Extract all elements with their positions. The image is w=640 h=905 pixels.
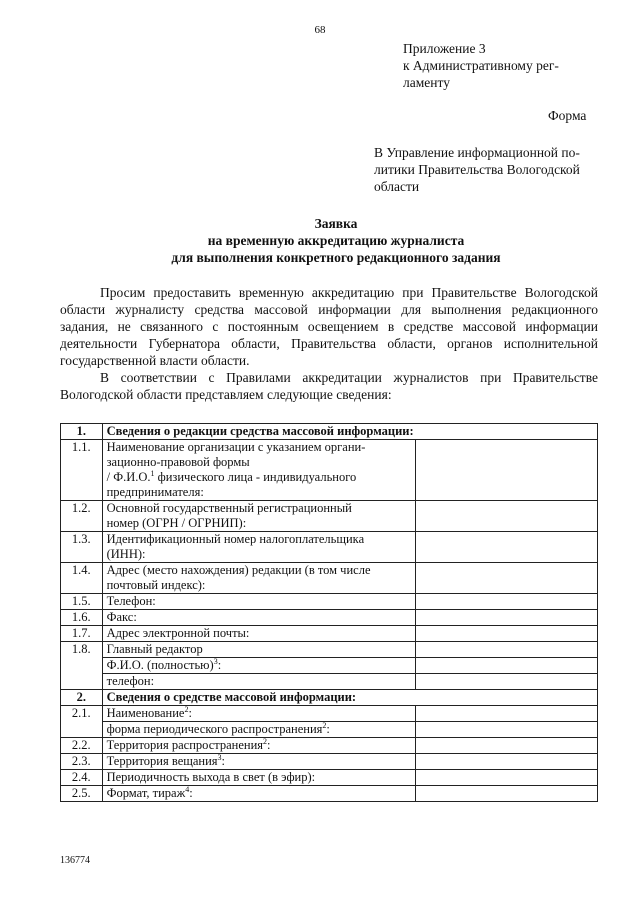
- row-label: [102, 738, 416, 754]
- appendix-line: к Административному рег-: [403, 58, 559, 73]
- row-number: 1.: [61, 424, 103, 440]
- label-line: зационно-правовой формы: [106, 455, 250, 469]
- row-number: 1.7.: [61, 626, 103, 642]
- table-subrow: [61, 722, 598, 738]
- title-line: для выполнения конкретного редакционного задания: [171, 250, 501, 265]
- label-line: Основной государственный регистрационный: [106, 501, 352, 515]
- label-part: :: [217, 658, 222, 672]
- label-part: / Ф.И.О.: [106, 470, 151, 484]
- value-field[interactable]: [416, 722, 598, 738]
- addressee-line: области: [374, 179, 420, 194]
- value-field[interactable]: [416, 738, 598, 754]
- value-field[interactable]: [416, 754, 598, 770]
- footnote-mark: 2: [184, 704, 189, 714]
- label-line: (ИНН):: [106, 547, 146, 561]
- row-number: 1.3.: [61, 532, 103, 563]
- value-field[interactable]: [416, 440, 598, 501]
- label-line: почтовый индекс):: [106, 578, 206, 592]
- row-label: телефон:: [102, 674, 416, 690]
- label-line: номер (ОГРН / ОГРНИП):: [106, 516, 247, 530]
- value-field[interactable]: [416, 642, 598, 658]
- row-label: [102, 563, 416, 594]
- title-line: на временную аккредитацию журналиста: [207, 233, 465, 248]
- label-part: Территория распространения: [106, 738, 264, 752]
- table-row: [61, 706, 598, 722]
- label-line: Идентификационный номер налогоплательщика: [106, 532, 365, 546]
- value-field[interactable]: [416, 594, 598, 610]
- label-line: Адрес (место нахождения) редакции (в том числе: [106, 563, 371, 577]
- row-label: Факс:: [102, 610, 416, 626]
- table-row: [61, 594, 598, 610]
- label-part: :: [188, 706, 192, 720]
- row-number: 1.1.: [61, 440, 103, 501]
- footnote-mark: 2: [322, 720, 327, 730]
- table-row: [61, 501, 598, 532]
- value-field[interactable]: [416, 674, 598, 690]
- label-part: :: [189, 786, 193, 800]
- label-part: :: [267, 738, 271, 752]
- table-row: [61, 786, 598, 802]
- footnote-mark: 4: [185, 784, 190, 794]
- title-line: Заявка: [314, 216, 358, 231]
- label-part: физического лица - индивидуального: [154, 470, 357, 484]
- row-number: 1.6.: [61, 610, 103, 626]
- table-row: [61, 610, 598, 626]
- addressee-line: В Управление информационной по-: [374, 145, 580, 160]
- row-label: Периодичность выхода в свет (в эфир):: [102, 770, 416, 786]
- label-part: Ф.И.О. (полностью): [106, 658, 214, 672]
- intro-paragraph: Просим предоставить временную аккредитацию при Правительстве Вологодской области журналисту средства массовой информации для выполнения редакционного задания, не связанного с постоянным освещением в средстве массовой информации деятельности Губернатора области, Правительства области, органов исполнительной государственной власти области.: [60, 285, 598, 368]
- label-part: форма периодического распространения: [106, 722, 323, 736]
- page-number: 68: [314, 24, 326, 36]
- table-row: [61, 563, 598, 594]
- row-number: 2.5.: [61, 786, 103, 802]
- table-row: [61, 738, 598, 754]
- label-line: [107, 470, 412, 485]
- row-number: 2.3.: [61, 754, 103, 770]
- label-part: Формат, тираж: [106, 786, 186, 800]
- section-heading: Сведения о редакции средства массовой информации:: [102, 424, 597, 440]
- row-number: 2.: [61, 690, 103, 706]
- table-row: [61, 440, 598, 501]
- row-label: [102, 532, 416, 563]
- addressee-line: литики Правительства Вологодской: [374, 162, 580, 177]
- value-field[interactable]: [416, 786, 598, 802]
- row-label: Адрес электронной почты:: [102, 626, 416, 642]
- row-label: Телефон:: [102, 594, 416, 610]
- row-number: 1.5.: [61, 594, 103, 610]
- footnote-mark: 2: [263, 736, 268, 746]
- row-label: Главный редактор: [102, 642, 416, 658]
- row-label: [102, 706, 416, 722]
- value-field[interactable]: [416, 706, 598, 722]
- section-row: [61, 424, 598, 440]
- table-subrow: [61, 674, 598, 690]
- intro-text: [60, 284, 598, 403]
- application-form-table: [60, 423, 598, 802]
- section-row: [61, 690, 598, 706]
- form-label: Форма: [548, 108, 587, 123]
- footnote-mark: 3: [213, 656, 218, 666]
- section-heading: Сведения о средстве массовой информации:: [102, 690, 597, 706]
- value-field[interactable]: [416, 501, 598, 532]
- addressee-block: [374, 144, 612, 195]
- document-title: [0, 215, 640, 266]
- value-field[interactable]: [416, 770, 598, 786]
- value-field[interactable]: [416, 563, 598, 594]
- row-label: [102, 754, 416, 770]
- row-number: 2.2.: [61, 738, 103, 754]
- value-field[interactable]: [416, 626, 598, 642]
- row-number: 1.4.: [61, 563, 103, 594]
- row-number: 2.4.: [61, 770, 103, 786]
- row-number: 1.8.: [61, 642, 103, 690]
- footnote-mark: 3: [217, 752, 222, 762]
- value-field[interactable]: [416, 658, 598, 674]
- table-subrow: [61, 658, 598, 674]
- label-part: :: [221, 754, 226, 768]
- label-line: Наименование организации с указанием органи-: [106, 440, 366, 454]
- value-field[interactable]: [416, 610, 598, 626]
- table-row: [61, 754, 598, 770]
- row-label: [102, 658, 416, 674]
- row-number: 2.1.: [61, 706, 103, 738]
- appendix-note: [403, 40, 613, 91]
- table-row: [61, 642, 598, 658]
- label-line: предпринимателя:: [106, 485, 204, 499]
- label-part: Территория вещания: [106, 754, 218, 768]
- footnote-mark: 1: [150, 468, 155, 478]
- row-label: [102, 501, 416, 532]
- table-row: [61, 626, 598, 642]
- row-label: [102, 722, 416, 738]
- appendix-line: Приложение 3: [403, 41, 486, 56]
- table-row: [61, 770, 598, 786]
- intro-paragraph: В соответствии с Правилами аккредитации журналистов при Правительстве Вологодской области представляем следующие сведения:: [60, 370, 598, 402]
- value-field[interactable]: [416, 532, 598, 563]
- label-part: Наименование: [106, 706, 185, 720]
- appendix-line: ламенту: [403, 75, 450, 90]
- row-label: [102, 786, 416, 802]
- row-label: [102, 440, 416, 501]
- footer-code: 136774: [60, 855, 90, 866]
- row-number: 1.2.: [61, 501, 103, 532]
- table-row: [61, 532, 598, 563]
- label-part: :: [326, 722, 330, 736]
